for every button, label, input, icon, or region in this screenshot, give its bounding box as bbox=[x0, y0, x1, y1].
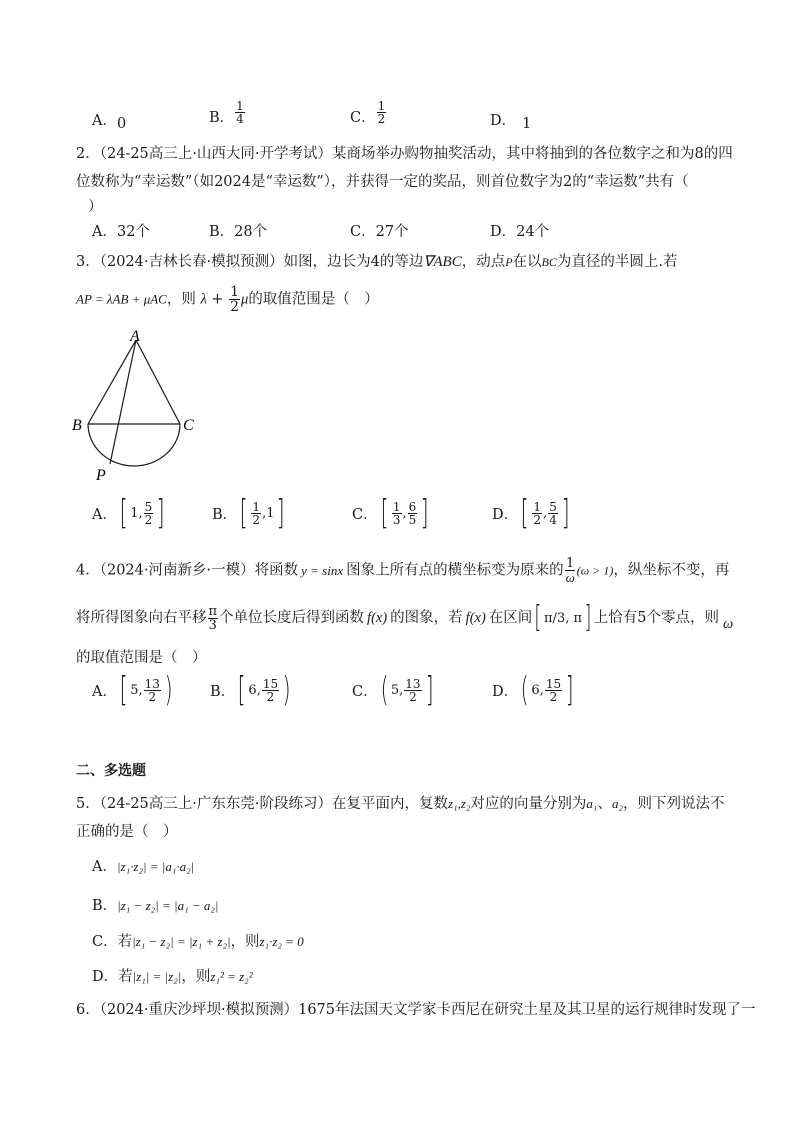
bracket: ] bbox=[565, 670, 574, 710]
math-z: z₁,z₂ bbox=[448, 796, 471, 811]
math-cond: (ω > 1) bbox=[576, 563, 614, 578]
bracket: ) bbox=[164, 670, 173, 710]
math-triangle: ∇ABC bbox=[423, 254, 462, 270]
fraction bbox=[377, 100, 387, 125]
q2-line3: ） bbox=[88, 199, 103, 215]
math-p: P bbox=[505, 255, 513, 269]
segment-ap bbox=[110, 340, 136, 464]
option-label: D． bbox=[492, 506, 519, 523]
denominator: 2 bbox=[144, 512, 153, 527]
option-label: A． bbox=[92, 506, 117, 523]
text: 5．（24-25高三上·广东东莞·阶段练习）在复平面内，复数 bbox=[76, 796, 448, 812]
fraction bbox=[392, 501, 402, 526]
value: 5, bbox=[390, 682, 404, 698]
option-label: A． bbox=[92, 859, 117, 875]
q3-figure bbox=[66, 326, 216, 486]
text: 为直径的半圆上.若 bbox=[556, 254, 678, 270]
denominator: 3 bbox=[392, 512, 401, 527]
q1-option-c bbox=[350, 98, 387, 127]
math-func: y = sinx bbox=[301, 562, 344, 578]
fraction bbox=[251, 501, 261, 526]
option-label: B． bbox=[212, 506, 238, 523]
fraction bbox=[408, 501, 418, 526]
text: ，纵坐标不变，再 bbox=[613, 562, 730, 579]
q5-option-c bbox=[92, 930, 304, 951]
math-expr: z₁·z₂ = 0 bbox=[259, 934, 304, 949]
option-label: B． bbox=[210, 683, 236, 700]
value: 6, bbox=[531, 682, 544, 698]
label-a: A bbox=[130, 328, 140, 345]
option-label: C． bbox=[350, 110, 376, 126]
q3-option-c: C． [ $\frac{1}{3}$ , $\frac{6}{5}$ ] bbox=[352, 493, 429, 533]
option-label: C． bbox=[352, 683, 378, 700]
label-b: B bbox=[72, 417, 82, 434]
math-interval: π/3, π bbox=[544, 611, 583, 626]
math-expr: |z₁ − z₂| = |z₁ + z₂| bbox=[132, 934, 231, 949]
text: ，则 bbox=[166, 291, 196, 308]
numerator: 5 bbox=[144, 499, 153, 514]
q5-option-a bbox=[92, 855, 194, 876]
text: 在区间 bbox=[488, 610, 533, 626]
denominator: 2 bbox=[549, 689, 558, 704]
q5-option-b bbox=[92, 894, 218, 915]
math-fx: f(x) bbox=[465, 610, 486, 626]
q1-option-b bbox=[209, 98, 246, 127]
text: 个单位长度后得到函数 bbox=[219, 610, 365, 626]
q2-option-a: A．32个 bbox=[92, 224, 150, 240]
q4-option-d bbox=[492, 670, 576, 710]
q2-line2: 位数称为“幸运数”（如2024是“幸运数”），并获得一定的奖品，则首位数字为2的“幸运数”共有（ bbox=[76, 174, 689, 190]
denominator: 4 bbox=[549, 512, 557, 527]
denominator: ω bbox=[565, 570, 575, 585]
math-bc: BC bbox=[541, 255, 557, 269]
bracket: [ bbox=[119, 493, 128, 533]
q6-line1: 6．（2024·重庆沙坪坝·模拟预测）1675年法国天文学家卡西尼在研究土星及其卫星的运行规律时发现了一 bbox=[76, 1002, 756, 1018]
denominator: 2 bbox=[252, 512, 261, 527]
q4-option-a bbox=[92, 670, 175, 710]
bracket: ] bbox=[277, 493, 286, 533]
fraction bbox=[532, 501, 542, 526]
numerator: 6 bbox=[408, 499, 417, 514]
q2-option-b: B．28个 bbox=[209, 224, 268, 240]
text: 、 bbox=[597, 796, 612, 812]
denominator: 2 bbox=[377, 112, 386, 126]
bracket: ) bbox=[282, 670, 291, 710]
vector-equation: AP = λAB + μAC bbox=[76, 291, 167, 307]
text: 的图象，若 bbox=[390, 610, 463, 626]
denominator: 2 bbox=[409, 689, 417, 704]
bracket: ( bbox=[520, 670, 529, 710]
math-expr: |z₁ − z₂| = |a₁ − a₂| bbox=[117, 898, 219, 913]
math-mu: μ bbox=[241, 291, 249, 308]
math-expr: z₁² = z₂² bbox=[210, 969, 253, 984]
denominator: 5 bbox=[408, 512, 417, 527]
math-fx: f(x) bbox=[367, 610, 388, 626]
bracket: [ bbox=[380, 493, 389, 533]
numerator: 13 bbox=[144, 676, 160, 691]
q3-option-d: D． [ $\frac{1}{2}$ , $\frac{5}{4}$ ] bbox=[492, 493, 570, 533]
fraction bbox=[144, 678, 161, 703]
denominator: 2 bbox=[533, 512, 542, 527]
q4-line3: 的取值范围是（ ） bbox=[76, 650, 207, 666]
math-plus: + bbox=[211, 291, 224, 308]
q5-line1 bbox=[76, 792, 724, 813]
fraction bbox=[548, 501, 558, 526]
denominator: 2 bbox=[266, 689, 275, 704]
bracket: ] bbox=[425, 670, 434, 710]
text: ，则下列说法不 bbox=[622, 796, 725, 812]
q2-option-c: C．27个 bbox=[350, 224, 409, 240]
value: 5, bbox=[130, 682, 143, 698]
math-expr: |z₁·z₂| = |a₁·a₂| bbox=[116, 859, 195, 874]
text: 图象上所有点的横坐标变为原来的 bbox=[346, 562, 564, 579]
label-p: P bbox=[96, 467, 106, 484]
text: ，则 bbox=[230, 934, 260, 950]
numerator: 1 bbox=[252, 499, 261, 514]
math-expr: |z₁| = |z₂| bbox=[132, 969, 182, 984]
q1-option-d bbox=[490, 106, 531, 132]
q2-option-d: D．24个 bbox=[490, 224, 550, 240]
section-heading: 二、多选题 bbox=[76, 763, 146, 779]
option-label: D．若 bbox=[92, 969, 133, 985]
bracket: ] bbox=[561, 493, 570, 533]
bracket: [ bbox=[520, 493, 529, 533]
numerator: 5 bbox=[549, 499, 557, 514]
option-label: A． bbox=[92, 112, 117, 129]
fraction-pi bbox=[208, 605, 219, 632]
bracket: [ bbox=[119, 670, 128, 710]
edge-ab bbox=[88, 340, 136, 424]
option-value: 1 bbox=[522, 116, 532, 132]
q5-option-d bbox=[92, 965, 253, 986]
fraction bbox=[144, 501, 154, 526]
math-a2: a₂ bbox=[611, 796, 623, 811]
value: 6, bbox=[248, 682, 261, 698]
numerator: π bbox=[208, 603, 218, 619]
q4-option-c bbox=[352, 670, 436, 710]
math-omega: ω bbox=[722, 616, 734, 632]
denominator: 2 bbox=[230, 299, 240, 315]
numerator: 1 bbox=[236, 99, 244, 113]
bracket: ] bbox=[420, 493, 429, 533]
text: 将所得图象向右平移 bbox=[76, 610, 207, 626]
numerator: 15 bbox=[262, 676, 279, 691]
bracket: ( bbox=[380, 670, 389, 710]
bracket: [ bbox=[237, 670, 246, 710]
fraction bbox=[235, 100, 245, 125]
semicircle bbox=[88, 424, 180, 466]
text: 上恰有5个零点，则 bbox=[593, 610, 719, 626]
numerator: 1 bbox=[392, 499, 401, 514]
fraction bbox=[262, 678, 279, 703]
text: 3．（2024·吉林长春·模拟预测）如图，边长为4的等边 bbox=[76, 254, 424, 270]
fraction-half bbox=[229, 285, 240, 314]
bracket: [ bbox=[239, 493, 248, 533]
denominator: 2 bbox=[148, 689, 157, 704]
text: 对应的向量分别为 bbox=[470, 796, 587, 812]
q3-line2 bbox=[76, 285, 379, 314]
q5-line2: 正确的是（ ） bbox=[76, 824, 178, 840]
option-label: C． bbox=[352, 506, 378, 523]
option-label: D． bbox=[492, 683, 519, 700]
q4-option-b bbox=[210, 670, 293, 710]
option-label: C．若 bbox=[92, 934, 133, 950]
q3-line1 bbox=[76, 250, 678, 271]
math-lambda: λ bbox=[200, 291, 207, 308]
q2-line1: 2．（24-25高三上·山西大同·开学考试）某商场举办购物抽奖活动，其中将抽到的各位数字之和为8的四 bbox=[76, 146, 733, 162]
text: ，动点 bbox=[461, 254, 506, 270]
text: 的取值范围是（ ） bbox=[248, 291, 379, 308]
numerator: 1 bbox=[566, 556, 575, 571]
value: 1, bbox=[130, 505, 143, 521]
numerator: 1 bbox=[377, 99, 386, 113]
numerator: 1 bbox=[230, 284, 240, 300]
denominator: 3 bbox=[208, 617, 217, 633]
option-label: B． bbox=[209, 110, 235, 126]
label-c: C bbox=[183, 417, 194, 434]
value: ,1 bbox=[262, 505, 275, 521]
text: 在以 bbox=[512, 254, 542, 270]
q3-option-b bbox=[212, 493, 288, 533]
q3-option-a bbox=[92, 493, 168, 533]
bracket: ] bbox=[156, 493, 165, 533]
option-value: 0 bbox=[116, 116, 127, 132]
option-label: A． bbox=[92, 683, 117, 700]
q1-option-a bbox=[92, 106, 126, 132]
text: 4．（2024·河南新乡·一模）将函数 bbox=[76, 562, 299, 579]
fraction bbox=[404, 678, 421, 703]
option-label: B． bbox=[92, 898, 118, 914]
numerator: 13 bbox=[405, 676, 421, 691]
q4-line1 bbox=[76, 557, 729, 584]
edge-ac bbox=[136, 340, 180, 424]
q4-line2: 将所得图象向右平移 $\frac{\pi}{3}$ 个单位长度后得到函数 f(x) 的图象，若 f(x) 在区间[ π/3, π] 上恰有5个零点，则 ω bbox=[76, 600, 734, 635]
numerator: 1 bbox=[533, 499, 542, 514]
denominator: 4 bbox=[236, 112, 244, 126]
fraction-omega bbox=[565, 557, 576, 584]
numerator: 15 bbox=[545, 676, 562, 691]
math-a1: a₁ bbox=[586, 796, 598, 811]
text: ，则 bbox=[181, 969, 211, 985]
fraction bbox=[545, 678, 562, 703]
option-label: D． bbox=[490, 112, 517, 129]
